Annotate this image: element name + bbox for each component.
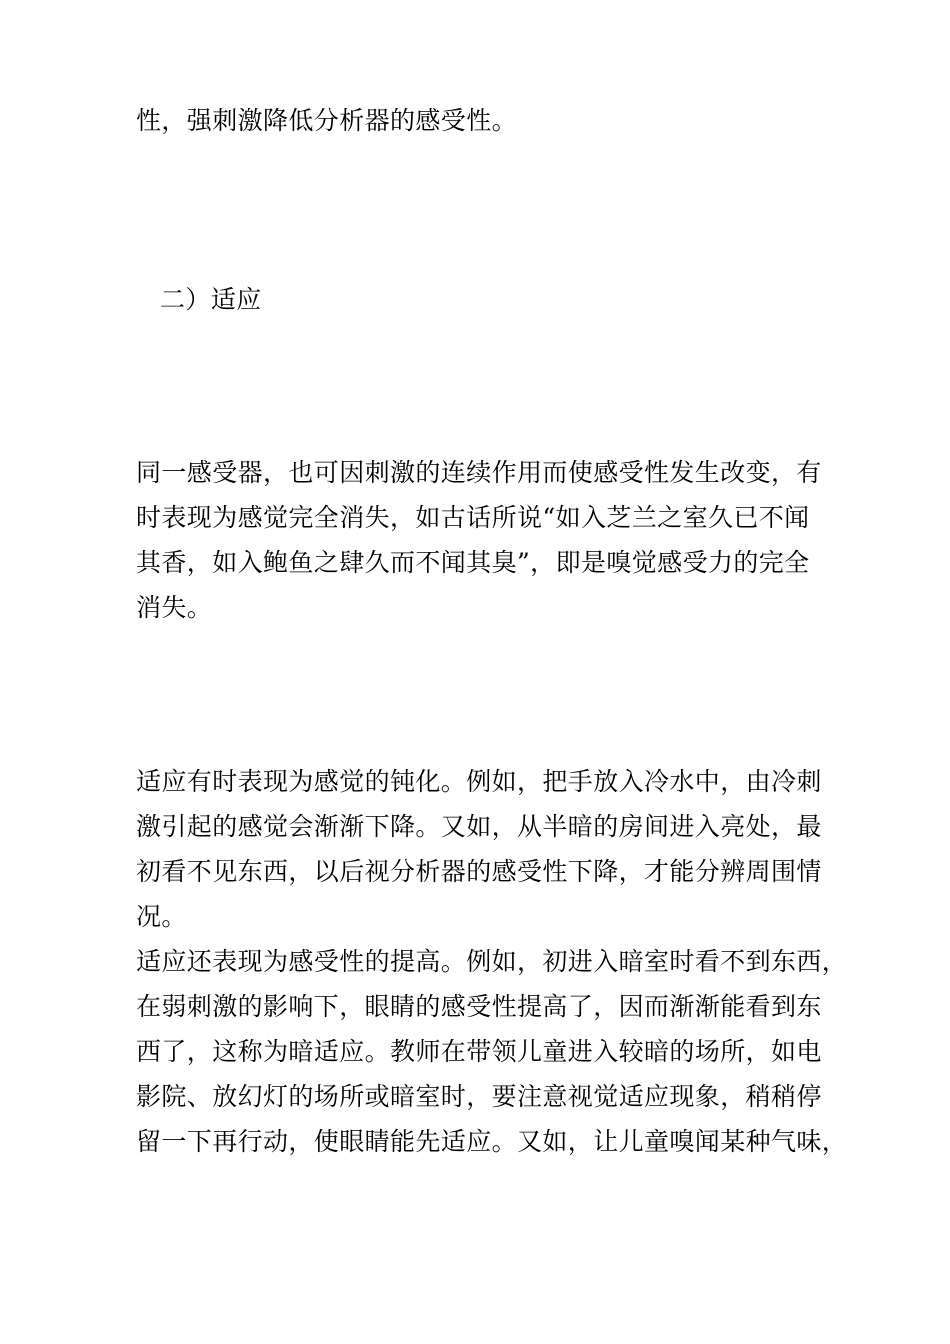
text-line: 在弱刺激的影响下，眼睛的感受性提高了，因而渐渐能看到东 — [136, 992, 822, 1021]
text-line: 激引起的感觉会渐渐下降。又如，从半暗的房间进入亮处，最 — [136, 812, 822, 841]
text-line: 性，强刺激降低分析器的感受性。 — [136, 106, 518, 135]
paragraph-sensitivity-increase — [136, 939, 848, 1164]
text-line: 初看不见东西，以后视分析器的感受性下降，才能分辨周围情 — [136, 857, 822, 886]
text-line: 其香，如入鲍鱼之肆久而不闻其臭”，即是嗅觉感受力的完全 — [136, 548, 810, 577]
text-line: 消失。 — [136, 593, 213, 622]
heading-text: 二）适应 — [160, 285, 262, 314]
paragraph-sensitivity-end — [136, 98, 836, 143]
text-line: 时表现为感觉完全消失，如古话所说“如入芝兰之室久已不闻 — [136, 503, 810, 532]
section-heading-adaptation — [160, 277, 860, 322]
text-line: 况。 — [136, 902, 187, 931]
paragraph-dulling — [136, 759, 836, 939]
text-line: 同一感受器，也可因刺激的连续作用而使感受性发生改变，有 — [136, 458, 822, 487]
text-line: 适应还表现为感受性的提高。例如，初进入暗室时看不到东西， — [136, 947, 848, 976]
text-line: 适应有时表现为感觉的钝化。例如，把手放入冷水中，由冷刺 — [136, 767, 822, 796]
text-line: 西了，这称为暗适应。教师在带领儿童进入较暗的场所，如电 — [136, 1037, 822, 1066]
paragraph-sensory-loss — [136, 450, 836, 630]
text-line: 留一下再行动，使眼睛能先适应。又如，让儿童嗅闻某种气味， — [136, 1127, 848, 1156]
text-line: 影院、放幻灯的场所或暗室时，要注意视觉适应现象，稍稍停 — [136, 1082, 822, 1111]
